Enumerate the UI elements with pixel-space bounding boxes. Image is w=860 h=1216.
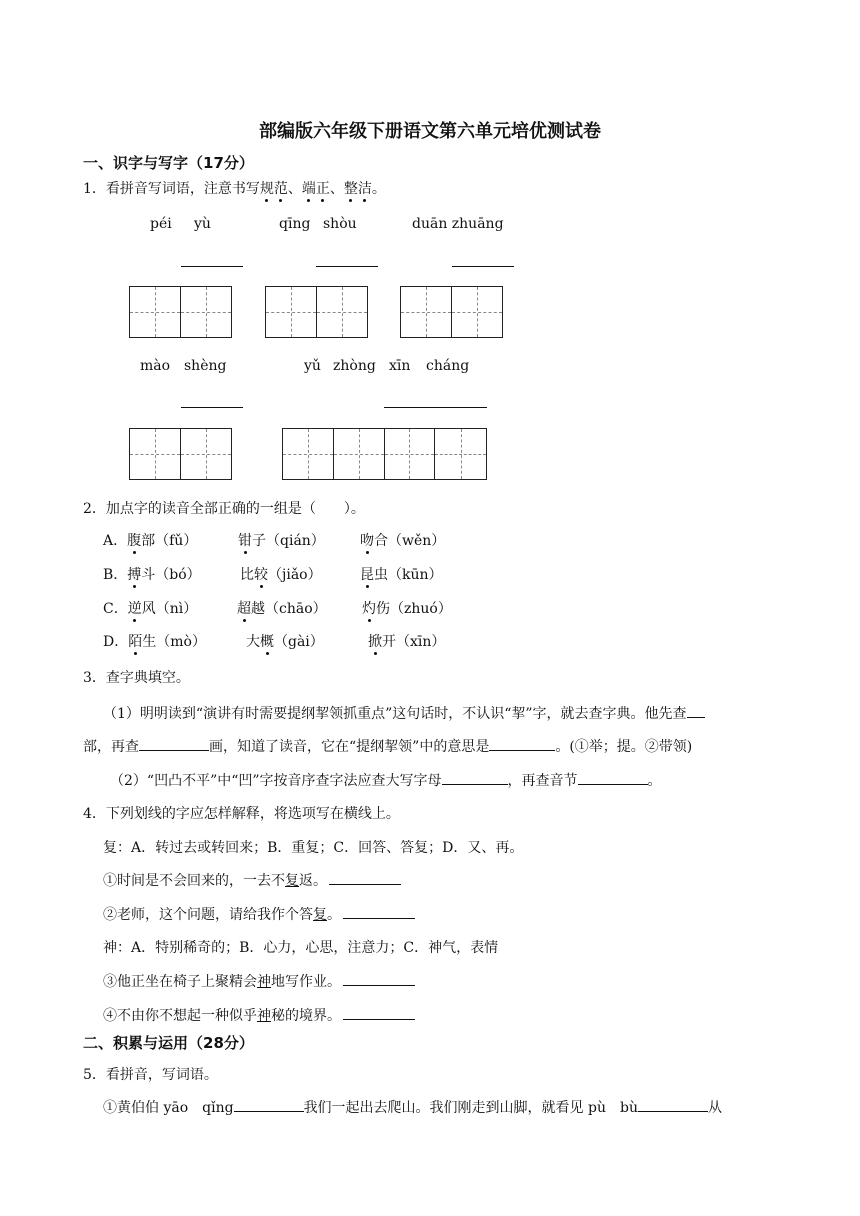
q2-a-word2: 钳子（qián） [238, 530, 325, 550]
answer-blank[interactable] [234, 1097, 304, 1112]
q2-option-d[interactable]: D．陌生（mò） [103, 631, 206, 651]
answer-blank[interactable] [638, 1097, 708, 1112]
q2-d-word3: 掀开（xīn） [368, 631, 445, 651]
q4-shen-definitions: 神：A．特别稀奇的；B．心力，心思，注意力；C．神气，表情 [103, 940, 499, 956]
writing-grid[interactable] [129, 286, 232, 338]
q2-c-word2: 超越（chāo） [237, 598, 327, 618]
pinyin-pei: péi [150, 216, 172, 232]
answer-blank[interactable] [329, 870, 401, 885]
answer-blank[interactable] [343, 1005, 415, 1020]
q4-item-4: ④不由你不想起一种似乎神秘的境界。 [103, 1005, 415, 1025]
pinyin-zhong: zhòng [333, 358, 376, 374]
q4-fu-definitions: 复：A．转过去或转回来；B．重复；C．回答、答复；D．又、再。 [103, 840, 524, 856]
answer-line[interactable] [384, 407, 487, 408]
answer-blank[interactable] [489, 736, 555, 751]
answer-line[interactable] [181, 266, 243, 267]
pinyin-sheng: shèng [184, 358, 227, 374]
page-title: 部编版六年级下册语文第六单元培优测试卷 [259, 121, 601, 142]
pinyin-yu3: yǔ [304, 358, 321, 374]
section-2-heading: 二、积累与运用（28分） [83, 1034, 254, 1052]
q2-d-word2: 大概（gài） [246, 631, 324, 651]
writing-grid[interactable] [265, 286, 368, 338]
q2-option-a[interactable]: A．腹部（fǔ） [103, 530, 197, 550]
pinyin-shou: shòu [323, 216, 357, 232]
q1-stem: 1．看拼音写词语，注意书写规范、端正、整洁。 [83, 178, 386, 198]
answer-line[interactable] [181, 407, 243, 408]
pinyin-mao: mào [140, 358, 171, 374]
q2-b-word2: 比较（jiǎo） [240, 564, 322, 584]
q2-c-word3: 灼伤（zhuó） [362, 598, 452, 618]
q4-stem: 4．下列划线的字应怎样解释，将选项写在横线上。 [83, 806, 400, 822]
q3-part2: （2）“凹凸不平”中“凹”字按音序查字法应查大写字母 ，再查音节 。 [110, 770, 662, 790]
q4-item-1: ①时间是不会回来的，一去不复返。 [103, 870, 401, 890]
answer-blank[interactable] [687, 703, 705, 718]
q2-b-word3: 昆虫（kūn） [360, 564, 443, 584]
q4-item-3: ③他正坐在椅子上聚精会神地写作业。 [103, 971, 415, 991]
answer-blank[interactable] [139, 736, 209, 751]
pinyin-qing: qīng [279, 216, 311, 232]
pinyin-chang: cháng [426, 358, 470, 374]
pinyin-yu: yù [194, 216, 211, 232]
answer-blank[interactable] [343, 904, 415, 919]
pinyin-xin: xīn [389, 358, 411, 374]
answer-line[interactable] [452, 266, 514, 267]
q3-part1-line2: 部，再查 画，知道了读音，它在“提纲挈领”中的意思是 。(①举；提。②带领) [83, 736, 692, 756]
q2-option-b[interactable]: B．搏斗（bó） [103, 564, 201, 584]
q3-part1-line1: （1）明明读到“演讲有时需要提纲挈领抓重点”这句话时，不认识“挈”字，就去查字典。他先查 [103, 703, 705, 723]
writing-grid[interactable] [282, 428, 487, 480]
section-1-heading: 一、识字与写字（17分） [83, 154, 254, 172]
q2-a-word3: 吻合（wěn） [360, 530, 445, 550]
writing-grid[interactable] [129, 428, 232, 480]
q5-stem: 5．看拼音，写词语。 [83, 1067, 218, 1083]
pinyin-duan-zhuang: duān zhuāng [412, 216, 504, 232]
answer-blank[interactable] [442, 770, 508, 785]
answer-line[interactable] [316, 266, 378, 267]
q3-stem: 3．查字典填空。 [83, 670, 190, 686]
writing-grid[interactable] [400, 286, 503, 338]
q5-item-1: ①黄伯伯 yāo qǐng 我们一起出去爬山。我们刚走到山脚，就看见 pù bù 从 [103, 1097, 722, 1117]
answer-blank[interactable] [578, 770, 648, 785]
q2-stem: 2．加点字的读音全部正确的一组是（ ）。 [83, 501, 365, 517]
answer-blank[interactable] [343, 971, 415, 986]
q2-option-c[interactable]: C．逆风（nì） [103, 598, 197, 618]
q4-item-2: ②老师，这个问题，请给我作个答复。 [103, 904, 415, 924]
